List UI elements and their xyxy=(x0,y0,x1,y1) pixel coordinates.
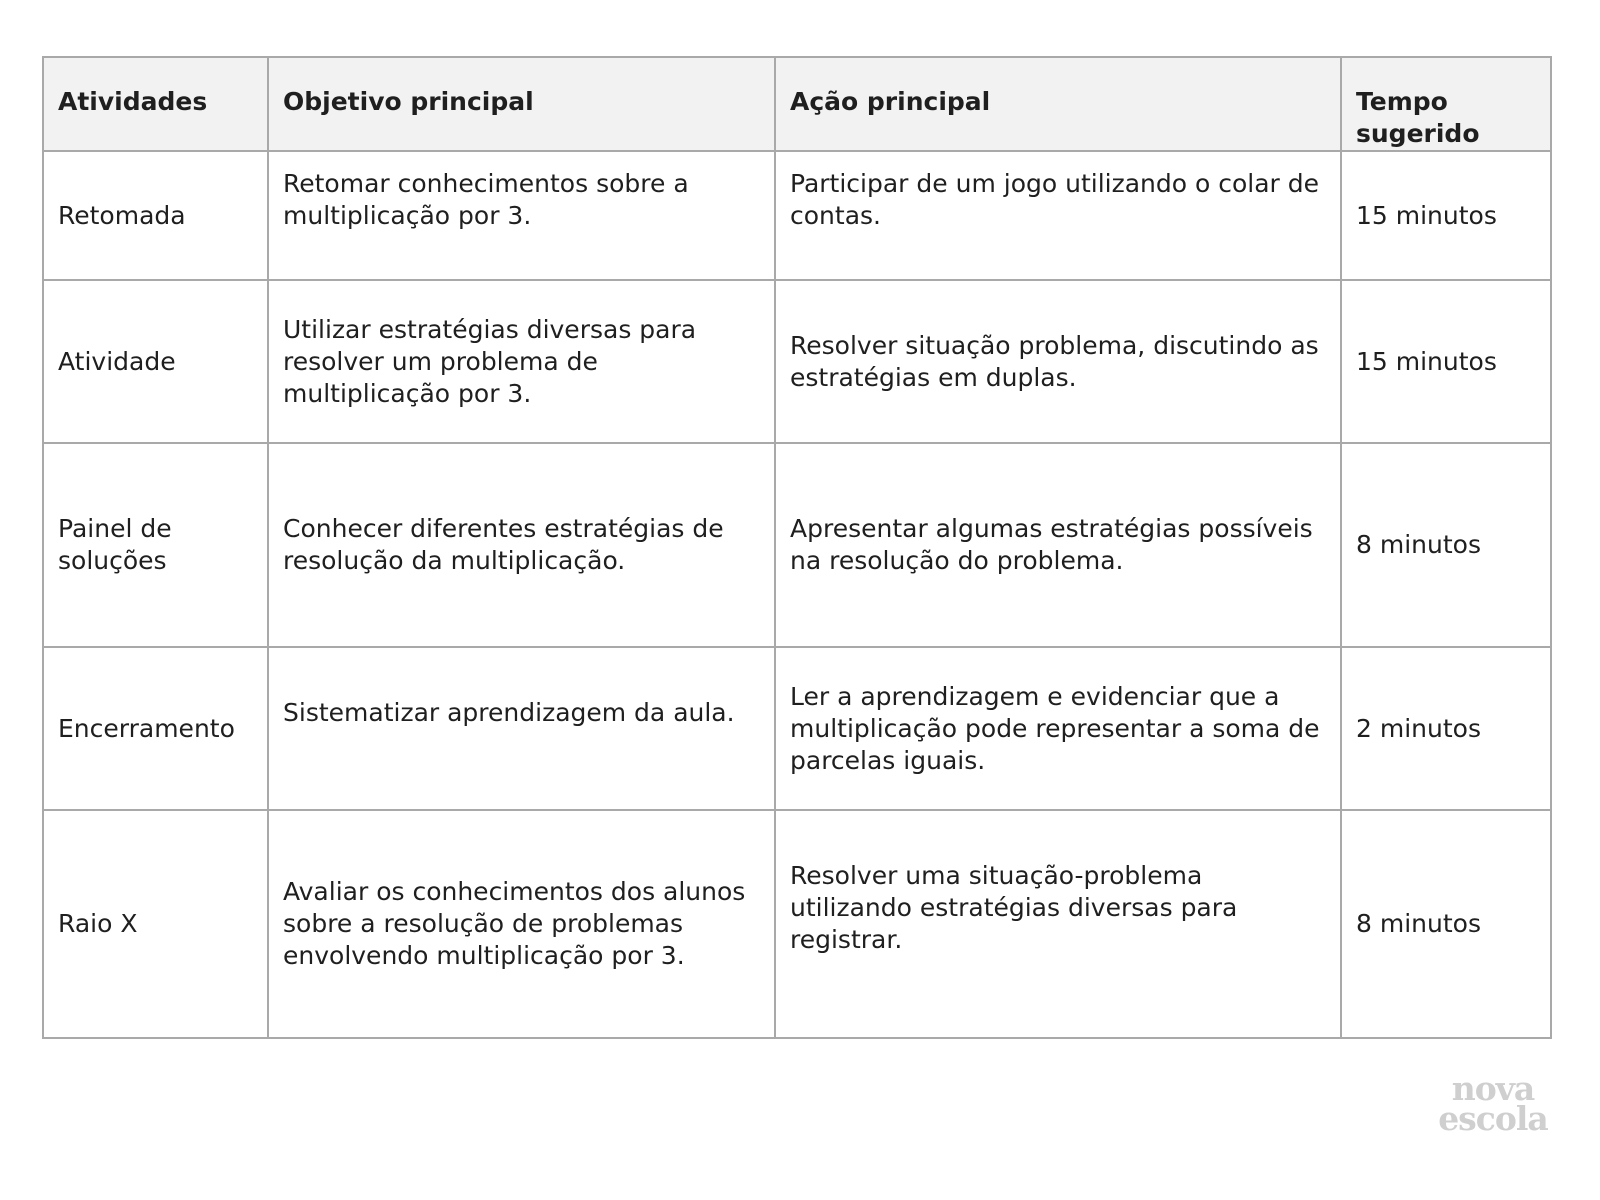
activity-cell: Raio X xyxy=(43,810,268,1038)
objective-cell: Conhecer diferentes estratégias de resolução da multiplicação. xyxy=(268,443,775,647)
activity-cell: Encerramento xyxy=(43,647,268,810)
table-header xyxy=(43,57,1551,151)
nova-escola-logo: nova escola xyxy=(1438,1069,1548,1138)
objective-cell: Avaliar os conhecimentos dos alunos sobre a resolução de problemas envolvendo multiplicação por 3. xyxy=(268,810,775,1038)
activity-cell: Painel de soluções xyxy=(43,443,268,647)
table-row xyxy=(43,280,1551,443)
activity-cell: Retomada xyxy=(43,151,268,280)
objective-cell: Retomar conhecimentos sobre a multiplicação por 3. xyxy=(268,151,775,280)
header-tempo: Tempo sugerido xyxy=(1341,57,1551,151)
time-cell: 8 minutos xyxy=(1341,443,1551,647)
header-acao: Ação principal xyxy=(775,57,1341,151)
time-cell: 2 minutos xyxy=(1341,647,1551,810)
lesson-plan-table xyxy=(42,56,1552,1039)
table-row xyxy=(43,443,1551,647)
table-row xyxy=(43,810,1551,1038)
objective-cell: Sistematizar aprendizagem da aula. xyxy=(268,647,775,810)
action-cell: Resolver uma situação-problema utilizando estratégias diversas para registrar. xyxy=(775,810,1341,1038)
header-atividades: Atividades xyxy=(43,57,268,151)
time-cell: 15 minutos xyxy=(1341,151,1551,280)
table-body xyxy=(43,151,1551,1038)
time-cell: 8 minutos xyxy=(1341,810,1551,1038)
table-row xyxy=(43,647,1551,810)
activity-cell: Atividade xyxy=(43,280,268,443)
objective-cell: Utilizar estratégias diversas para resolver um problema de multiplicação por 3. xyxy=(268,280,775,443)
action-cell: Apresentar algumas estratégias possíveis na resolução do problema. xyxy=(775,443,1341,647)
header-row xyxy=(43,57,1551,151)
table-row xyxy=(43,151,1551,280)
header-objetivo: Objetivo principal xyxy=(268,57,775,151)
action-cell: Resolver situação problema, discutindo as estratégias em duplas. xyxy=(775,280,1341,443)
time-cell: 15 minutos xyxy=(1341,280,1551,443)
action-cell: Participar de um jogo utilizando o colar de contas. xyxy=(775,151,1341,280)
action-cell: Ler a aprendizagem e evidenciar que a multiplicação pode representar a soma de parcelas iguais. xyxy=(775,647,1341,810)
